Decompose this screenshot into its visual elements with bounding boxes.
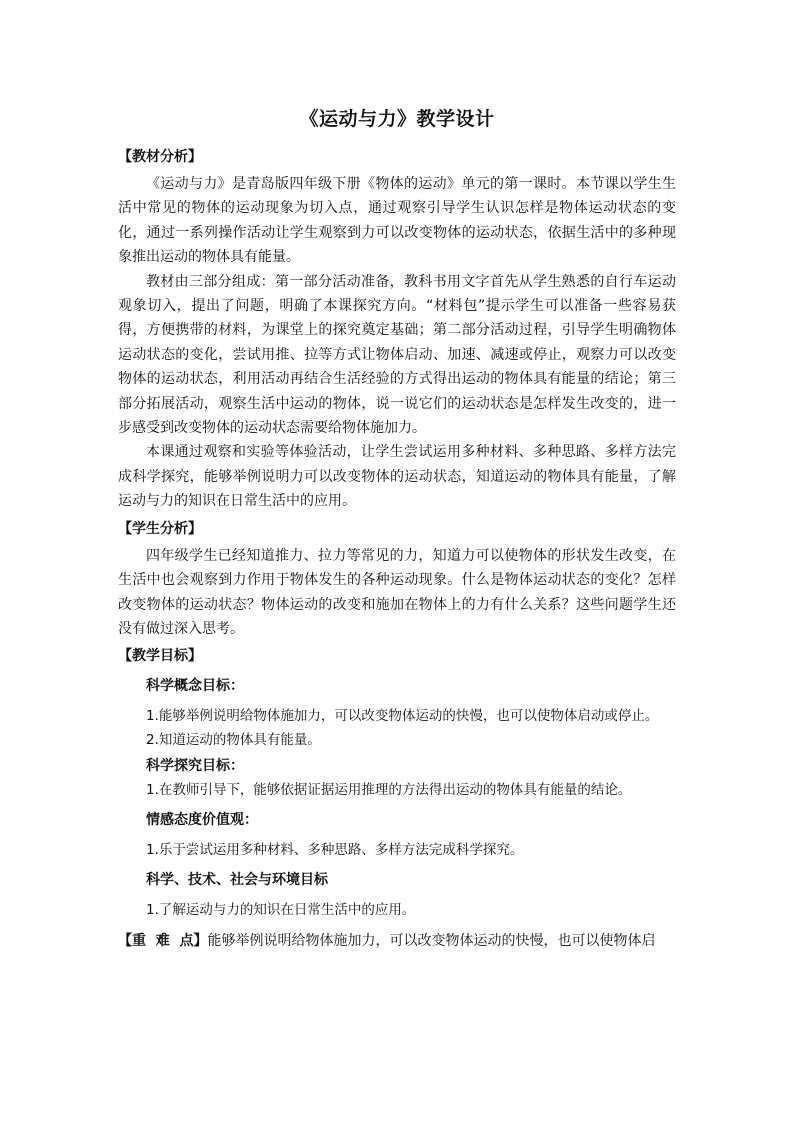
section-student-analysis <box>118 518 676 642</box>
goal-item: 1.了解运动与力的知识在日常生活中的应用。 <box>146 902 416 919</box>
section-heading: 【学生分析】 <box>118 520 202 537</box>
section-key-points <box>118 929 676 953</box>
goal-item: 1.乐于尝试运用多种材料、多种思路、多样方法完成科学探究。 <box>146 842 524 859</box>
goal-item: 2.知道运动的物体具有能量。 <box>146 732 321 749</box>
section-heading: 【教学目标】 <box>118 648 202 665</box>
key-points-label: 【重 难 点】 <box>118 933 208 950</box>
key-points-text: 能够举例说明给物体施加力，可以改变物体运动的快慢，也可以使物体启 <box>207 933 656 950</box>
section-material-analysis <box>118 146 676 514</box>
goal-subheading: 科学概念目标： <box>146 678 244 695</box>
paragraph: 《运动与力》是青岛版四年级下册《物体的运动》单元的第一课时。本节课以学生生活中常见的物体的运动现象为切入点，通过观察引导学生认识怎样是物体运动状态的变化，通过一系列操作活动让学生观察到力可以改变物体的运动状态，依据生活中的多种现象推出运动的物体具有能量。 <box>118 176 676 266</box>
goal-item: 1.能够举例说明给物体施加力，可以改变物体运动的快慢，也可以使物体启动或停止。 <box>146 708 659 725</box>
goal-subheading: 科学探究目标： <box>146 758 244 775</box>
goal-item: 1.在教师引导下，能够依据证据运用推理的方法得出运动的物体具有能量的结论。 <box>146 782 632 799</box>
section-teaching-goals <box>118 645 676 921</box>
paragraph: 本课通过观察和实验等体验活动，让学生尝试运用多种材料、多种思路、多样方法完成科学探究，能够举例说明力可以改变物体的运动状态，知道运动的物体具有能量，了解运动与力的知识在日常生活中的应用。 <box>118 444 676 510</box>
section-heading: 【教材分析】 <box>118 149 202 165</box>
paragraph: 四年级学生已经知道推力、拉力等常见的力，知道力可以使物体的形状发生改变，在生活中也会观察到力作用于物体发生的各种运动现象。什么是物体运动状态的变化？怎样改变物体的运动状态？物体运动的改变和施加在物体上的力有什么关系？这些问题学生还没有做过深入思考。 <box>118 547 676 637</box>
goal-subheading: 情感态度价值观： <box>146 812 258 829</box>
goal-subheading: 科学、技术、社会与环境目标 <box>146 872 328 889</box>
paragraph: 教材由三部分组成：第一部分活动准备，教科书用文字首先从学生熟悉的自行车运动观象切入，提出了问题，明确了本课探究方向。“材料包”提示学生可以准备一些容易获得，方便携带的材料，为课堂上的探究奠定基础；第二部分活动过程，引导学生明确物体运动状态的变化，尝试用推、拉等方式让物体启动、加速、减速或停止，观察力可以改变物体的运动状态，利用活动再结合生活经验的方式得出运动的物体具有能量的结论；第三部分拓展活动，观察生活中运动的物体，说一说它们的运动状态是怎样发生改变的，进一步感受到改变物体的运动状态需要给物体施加力。 <box>118 273 676 437</box>
document-title: 《运动与力》教学设计 <box>299 108 495 130</box>
document-body <box>118 146 676 953</box>
